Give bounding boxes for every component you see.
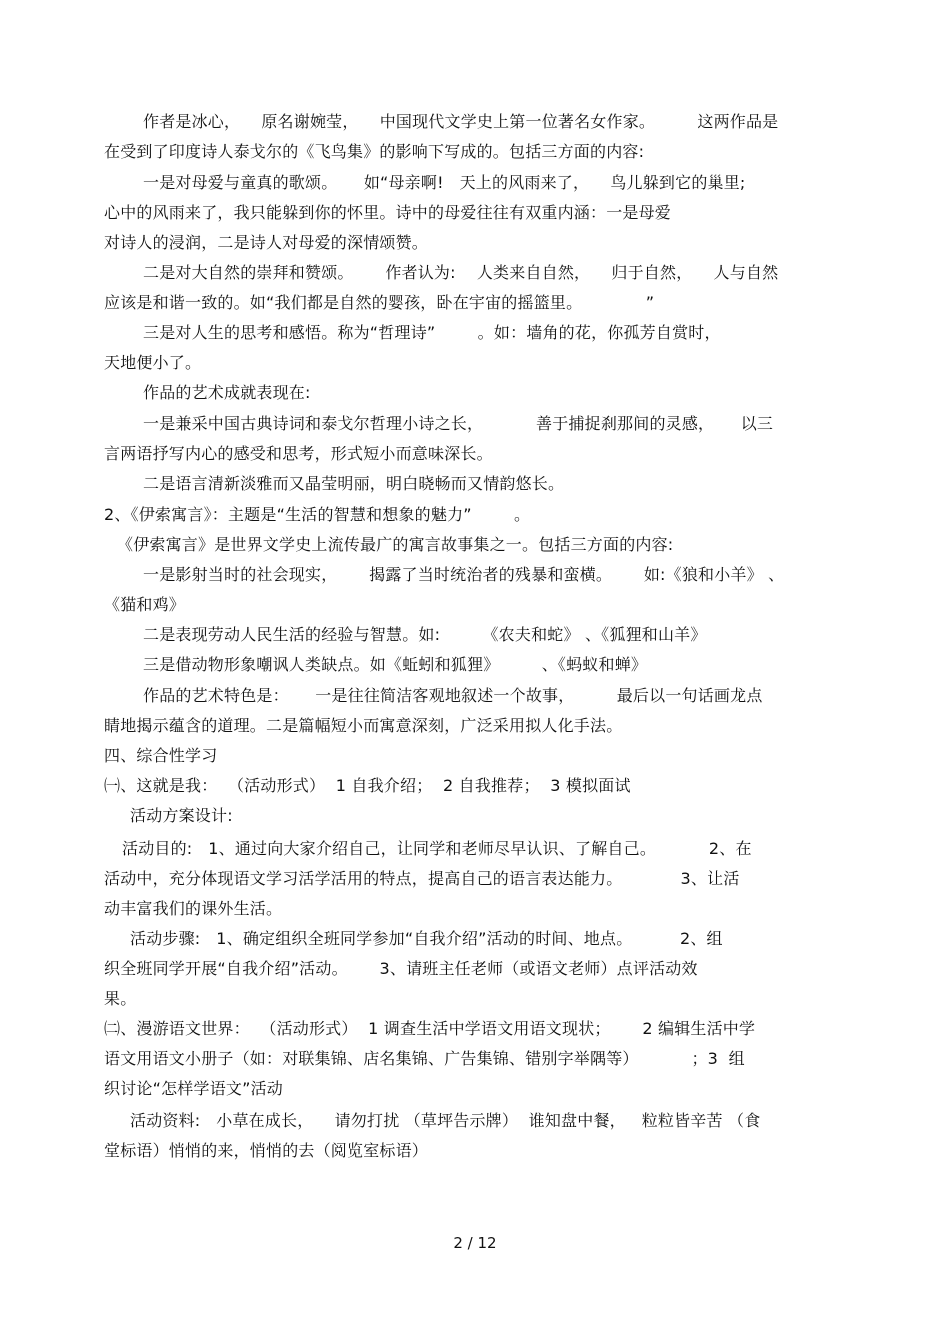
text-line: 一是对母爱与童真的歌颂。 如“母亲啊! 天上的风雨来了， 鸟儿躲到它的巢里; (143, 173, 746, 192)
section-heading: 2、《伊索寓言》：主题是“生活的智慧和想象的魅力” 。 (104, 505, 531, 524)
text-line: 对诗人的浸润，二是诗人对母爱的深情颂赞。 (104, 233, 429, 252)
text-line: 作品的艺术成就表现在: (143, 383, 311, 402)
text-line: 《伊索寓言》是世界文学史上流传最广的寓言故事集之一。包括三方面的内容: (117, 535, 674, 554)
text-line: 活动方案设计: (130, 806, 233, 825)
section-heading: 四、综合性学习 (104, 746, 218, 765)
text-line: 二是表现劳动人民生活的经验与智慧。如: 《农夫和蛇》 、《狐狸和山羊》 (143, 625, 707, 644)
page-number: 2 / 12 (453, 1234, 497, 1252)
text-line: 活动中，充分体现语文学习活学活用的特点，提高自己的语言表达能力。 3、让活 (104, 869, 740, 888)
text-line: 二是对大自然的崇拜和赞颂。 作者认为: 人类来自自然， 归于自然， 人与自然 (143, 263, 779, 282)
text-line: ㈠、这就是我： （活动形式） 1 自我介绍； 2 自我推荐； 3 模拟面试 (104, 776, 631, 795)
text-line: 堂标语）悄悄的来，悄悄的去（阅览室标语） (104, 1141, 429, 1160)
text-line: 织讨论“怎样学语文”活动 (104, 1079, 283, 1098)
text-line: 三是对人生的思考和感悟。称为“哲理诗” 。如：墙角的花，你孤芳自赏时， (143, 323, 721, 342)
text-line: 织全班同学开展“自我介绍”活动。 3、请班主任老师（或语文老师）点评活动效 (104, 959, 698, 978)
text-line: 在受到了印度诗人泰戈尔的《飞鸟集》的影响下写成的。包括三方面的内容: (104, 142, 645, 161)
text-line: 三是借动物形象嘲讽人类缺点。如《蚯蚓和狐狸》 、《蚂蚁和蝉》 (143, 655, 648, 674)
text-line: 活动步骤: 1、确定组织全班同学参加“自我介绍”活动的时间、地点。 2、组 (130, 929, 723, 948)
text-line: 作品的艺术特色是： 一是往往简洁客观地叙述一个故事， 最后以一句话画龙点 (143, 686, 763, 705)
text-line: 二是语言清新淡雅而又晶莹明丽，明白晓畅而又情韵悠长。 (143, 474, 565, 493)
text-line: 一是兼采中国古典诗词和泰戈尔哲理小诗之长， 善于捕捉刹那间的灵感， 以三 (143, 414, 774, 433)
text-line: 言两语抒写内心的感受和思考，形式短小而意味深长。 (104, 444, 493, 463)
text-line: 活动目的: 1、通过向大家介绍自己，让同学和老师尽早认识、了解自己。 2、在 (122, 839, 752, 858)
text-line: 《猫和鸡》 (104, 595, 186, 614)
text-line: 应该是和谐一致的。如“我们都是自然的婴孩，卧在宇宙的摇篮里。 ” (104, 293, 655, 312)
text-line: 动丰富我们的课外生活。 (104, 899, 283, 918)
text-line: 果。 (104, 989, 137, 1008)
text-line: ㈡、漫游语文世界： （活动形式） 1 调查生活中学语文用语文现状； 2 编辑生活中学 (104, 1019, 756, 1038)
text-line: 一是影射当时的社会现实， 揭露了当时统治者的残暴和蛮横。 如:《狼和小羊》 、 (143, 565, 785, 584)
text-line: 天地便小了。 (104, 353, 202, 372)
text-line: 语文用语文小册子（如：对联集锦、店名集锦、广告集锦、错别字举隅等） ；3 组 (104, 1049, 745, 1068)
text-line: 睛地揭示蕴含的道理。二是篇幅短小而寓意深刻，广泛采用拟人化手法。 (104, 716, 623, 735)
text-line: 作者是冰心， 原名谢婉莹， 中国现代文学史上第一位著名女作家。 这两作品是 (143, 112, 779, 131)
text-line: 心中的风雨来了，我只能躲到你的怀里。诗中的母爱往往有双重内涵：一是母爱 (104, 203, 672, 222)
text-line: 活动资料: 小草在成长， 请勿打扰 （草坪告示牌） 谁知盘中餐， 粒粒皆辛苦 （食 (130, 1111, 761, 1130)
